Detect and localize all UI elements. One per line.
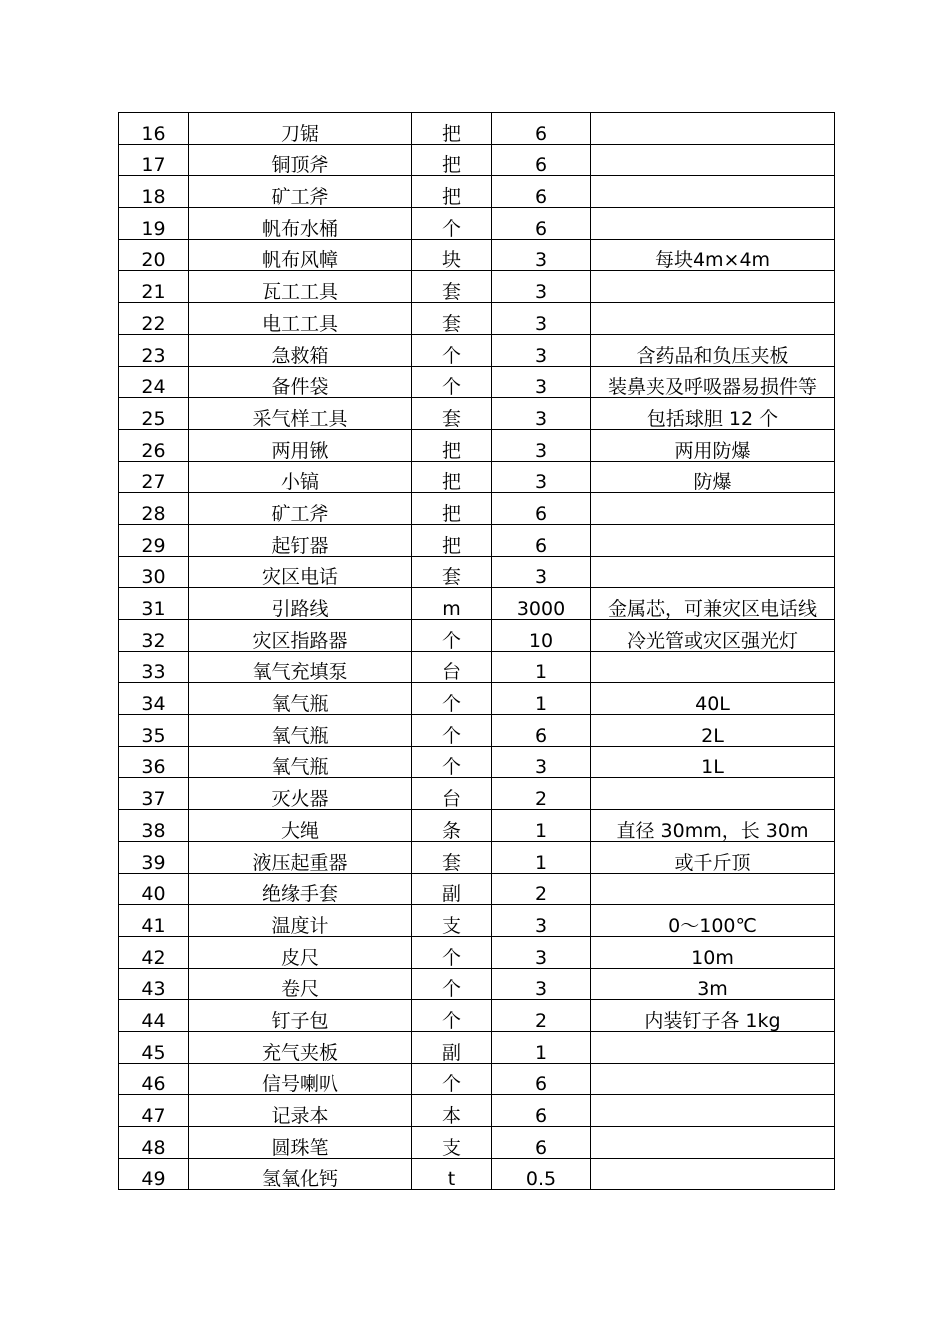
item-unit-cell: 个 <box>412 208 492 240</box>
item-number-cell: 42 <box>119 936 189 968</box>
item-number-cell: 27 <box>119 461 189 493</box>
item-name-cell: 圆珠笔 <box>189 1127 412 1159</box>
item-note-cell: 或千斤顶 <box>591 841 835 873</box>
item-unit-cell: 把 <box>412 176 492 208</box>
item-number-cell: 45 <box>119 1031 189 1063</box>
item-quantity-cell: 3 <box>492 461 591 493</box>
table-row <box>119 429 835 461</box>
item-name-cell: 记录本 <box>189 1095 412 1127</box>
item-quantity-cell: 6 <box>492 1063 591 1095</box>
item-quantity-cell: 1 <box>492 683 591 715</box>
table-row <box>119 398 835 430</box>
item-quantity-cell: 3 <box>492 366 591 398</box>
item-name-cell: 引路线 <box>189 588 412 620</box>
item-unit-cell: 个 <box>412 936 492 968</box>
item-number-cell: 36 <box>119 746 189 778</box>
item-unit-cell: 套 <box>412 303 492 335</box>
item-note-cell <box>591 651 835 683</box>
item-name-cell: 灾区电话 <box>189 556 412 588</box>
item-unit-cell: 副 <box>412 873 492 905</box>
table-row <box>119 968 835 1000</box>
item-note-cell <box>591 556 835 588</box>
item-note-cell <box>591 303 835 335</box>
table-row <box>119 366 835 398</box>
item-note-cell <box>591 778 835 810</box>
item-name-cell: 卷尺 <box>189 968 412 1000</box>
item-quantity-cell: 6 <box>492 176 591 208</box>
item-number-cell: 39 <box>119 841 189 873</box>
item-quantity-cell: 2 <box>492 1000 591 1032</box>
item-unit-cell: 套 <box>412 841 492 873</box>
item-number-cell: 16 <box>119 113 189 145</box>
item-name-cell: 大绳 <box>189 810 412 842</box>
item-name-cell: 两用锹 <box>189 429 412 461</box>
table-row <box>119 588 835 620</box>
item-name-cell: 起钉器 <box>189 524 412 556</box>
item-unit-cell: m <box>412 588 492 620</box>
item-quantity-cell: 10 <box>492 620 591 652</box>
item-number-cell: 48 <box>119 1127 189 1159</box>
table-row <box>119 334 835 366</box>
item-name-cell: 氧气充填泵 <box>189 651 412 683</box>
item-unit-cell: t <box>412 1158 492 1190</box>
item-quantity-cell: 3 <box>492 429 591 461</box>
table-row <box>119 113 835 145</box>
item-unit-cell: 块 <box>412 239 492 271</box>
item-number-cell: 40 <box>119 873 189 905</box>
item-number-cell: 18 <box>119 176 189 208</box>
item-note-cell <box>591 113 835 145</box>
item-quantity-cell: 3 <box>492 746 591 778</box>
table-row <box>119 873 835 905</box>
item-number-cell: 32 <box>119 620 189 652</box>
table-row <box>119 176 835 208</box>
item-name-cell: 帆布水桶 <box>189 208 412 240</box>
item-name-cell: 皮尺 <box>189 936 412 968</box>
item-quantity-cell: 1 <box>492 810 591 842</box>
item-note-cell <box>591 1063 835 1095</box>
item-note-cell: 40L <box>591 683 835 715</box>
table-row <box>119 778 835 810</box>
item-unit-cell: 套 <box>412 271 492 303</box>
table-row <box>119 715 835 747</box>
item-number-cell: 21 <box>119 271 189 303</box>
item-name-cell: 氢氧化钙 <box>189 1158 412 1190</box>
item-unit-cell: 台 <box>412 778 492 810</box>
item-unit-cell: 个 <box>412 620 492 652</box>
item-unit-cell: 把 <box>412 113 492 145</box>
item-note-cell <box>591 493 835 525</box>
item-note-cell <box>591 208 835 240</box>
item-name-cell: 铜顶斧 <box>189 144 412 176</box>
item-number-cell: 17 <box>119 144 189 176</box>
item-unit-cell: 台 <box>412 651 492 683</box>
item-quantity-cell: 6 <box>492 524 591 556</box>
table-row <box>119 1095 835 1127</box>
item-name-cell: 温度计 <box>189 905 412 937</box>
item-note-cell: 防爆 <box>591 461 835 493</box>
item-quantity-cell: 0.5 <box>492 1158 591 1190</box>
item-name-cell: 帆布风幛 <box>189 239 412 271</box>
table-row <box>119 620 835 652</box>
item-name-cell: 电工工具 <box>189 303 412 335</box>
equipment-table-body <box>119 113 835 1190</box>
item-quantity-cell: 6 <box>492 493 591 525</box>
item-number-cell: 28 <box>119 493 189 525</box>
item-number-cell: 34 <box>119 683 189 715</box>
item-quantity-cell: 3 <box>492 936 591 968</box>
table-row <box>119 556 835 588</box>
item-note-cell: 每块4m×4m <box>591 239 835 271</box>
item-note-cell: 金属芯，可兼灾区电话线 <box>591 588 835 620</box>
item-number-cell: 33 <box>119 651 189 683</box>
item-unit-cell: 套 <box>412 556 492 588</box>
item-name-cell: 钉子包 <box>189 1000 412 1032</box>
item-name-cell: 绝缘手套 <box>189 873 412 905</box>
table-row <box>119 1158 835 1190</box>
item-note-cell <box>591 873 835 905</box>
item-note-cell <box>591 524 835 556</box>
item-quantity-cell: 6 <box>492 1095 591 1127</box>
item-number-cell: 43 <box>119 968 189 1000</box>
item-name-cell: 刀锯 <box>189 113 412 145</box>
table-row <box>119 746 835 778</box>
item-number-cell: 49 <box>119 1158 189 1190</box>
table-row <box>119 524 835 556</box>
item-note-cell: 1L <box>591 746 835 778</box>
item-unit-cell: 套 <box>412 398 492 430</box>
item-quantity-cell: 3 <box>492 968 591 1000</box>
item-note-cell: 直径 30mm，长 30m <box>591 810 835 842</box>
item-note-cell <box>591 1158 835 1190</box>
item-unit-cell: 个 <box>412 715 492 747</box>
table-row <box>119 936 835 968</box>
equipment-table <box>118 112 835 1190</box>
table-row <box>119 651 835 683</box>
item-unit-cell: 把 <box>412 429 492 461</box>
item-note-cell: 10m <box>591 936 835 968</box>
table-row <box>119 144 835 176</box>
item-unit-cell: 副 <box>412 1031 492 1063</box>
item-note-cell: 包括球胆 12 个 <box>591 398 835 430</box>
item-name-cell: 小镐 <box>189 461 412 493</box>
item-number-cell: 31 <box>119 588 189 620</box>
item-quantity-cell: 3 <box>492 239 591 271</box>
item-note-cell <box>591 1031 835 1063</box>
item-unit-cell: 个 <box>412 1000 492 1032</box>
item-unit-cell: 个 <box>412 1063 492 1095</box>
table-row <box>119 1000 835 1032</box>
item-name-cell: 矿工斧 <box>189 493 412 525</box>
table-row <box>119 1031 835 1063</box>
item-quantity-cell: 3 <box>492 398 591 430</box>
item-quantity-cell: 2 <box>492 873 591 905</box>
item-unit-cell: 支 <box>412 905 492 937</box>
item-name-cell: 矿工斧 <box>189 176 412 208</box>
item-unit-cell: 个 <box>412 683 492 715</box>
item-name-cell: 灾区指路器 <box>189 620 412 652</box>
item-quantity-cell: 3 <box>492 271 591 303</box>
item-unit-cell: 个 <box>412 334 492 366</box>
table-row <box>119 493 835 525</box>
table-row <box>119 461 835 493</box>
item-number-cell: 38 <box>119 810 189 842</box>
item-unit-cell: 条 <box>412 810 492 842</box>
table-row <box>119 208 835 240</box>
table-row <box>119 683 835 715</box>
item-quantity-cell: 6 <box>492 1127 591 1159</box>
item-note-cell: 冷光管或灾区强光灯 <box>591 620 835 652</box>
item-note-cell: 装鼻夹及呼吸器易损件等 <box>591 366 835 398</box>
item-number-cell: 37 <box>119 778 189 810</box>
item-number-cell: 46 <box>119 1063 189 1095</box>
table-row <box>119 1063 835 1095</box>
item-number-cell: 23 <box>119 334 189 366</box>
item-number-cell: 29 <box>119 524 189 556</box>
item-name-cell: 充气夹板 <box>189 1031 412 1063</box>
item-note-cell: 两用防爆 <box>591 429 835 461</box>
item-name-cell: 瓦工工具 <box>189 271 412 303</box>
table-row <box>119 841 835 873</box>
item-number-cell: 25 <box>119 398 189 430</box>
item-number-cell: 41 <box>119 905 189 937</box>
table-row <box>119 271 835 303</box>
table-row <box>119 303 835 335</box>
item-note-cell <box>591 176 835 208</box>
item-unit-cell: 把 <box>412 144 492 176</box>
table-row <box>119 810 835 842</box>
item-quantity-cell: 3 <box>492 303 591 335</box>
item-unit-cell: 把 <box>412 524 492 556</box>
item-note-cell: 2L <box>591 715 835 747</box>
item-quantity-cell: 1 <box>492 651 591 683</box>
item-quantity-cell: 3 <box>492 556 591 588</box>
item-name-cell: 氧气瓶 <box>189 683 412 715</box>
item-note-cell: 0～100℃ <box>591 905 835 937</box>
item-unit-cell: 个 <box>412 968 492 1000</box>
item-name-cell: 急救箱 <box>189 334 412 366</box>
item-unit-cell: 个 <box>412 366 492 398</box>
item-quantity-cell: 1 <box>492 1031 591 1063</box>
item-note-cell: 内装钉子各 1kg <box>591 1000 835 1032</box>
item-name-cell: 备件袋 <box>189 366 412 398</box>
item-unit-cell: 本 <box>412 1095 492 1127</box>
item-note-cell: 3m <box>591 968 835 1000</box>
item-number-cell: 35 <box>119 715 189 747</box>
table-row <box>119 1127 835 1159</box>
item-number-cell: 47 <box>119 1095 189 1127</box>
item-name-cell: 氧气瓶 <box>189 715 412 747</box>
item-number-cell: 30 <box>119 556 189 588</box>
item-quantity-cell: 6 <box>492 208 591 240</box>
item-note-cell <box>591 1127 835 1159</box>
item-quantity-cell: 6 <box>492 144 591 176</box>
item-quantity-cell: 6 <box>492 113 591 145</box>
item-quantity-cell: 3 <box>492 905 591 937</box>
item-name-cell: 氧气瓶 <box>189 746 412 778</box>
item-number-cell: 26 <box>119 429 189 461</box>
item-quantity-cell: 3000 <box>492 588 591 620</box>
item-unit-cell: 把 <box>412 461 492 493</box>
item-unit-cell: 支 <box>412 1127 492 1159</box>
item-name-cell: 采气样工具 <box>189 398 412 430</box>
item-number-cell: 22 <box>119 303 189 335</box>
item-note-cell: 含药品和负压夹板 <box>591 334 835 366</box>
table-row <box>119 239 835 271</box>
item-unit-cell: 把 <box>412 493 492 525</box>
item-quantity-cell: 3 <box>492 334 591 366</box>
item-note-cell <box>591 144 835 176</box>
table-row <box>119 905 835 937</box>
item-number-cell: 20 <box>119 239 189 271</box>
item-note-cell <box>591 1095 835 1127</box>
item-quantity-cell: 1 <box>492 841 591 873</box>
item-name-cell: 灭火器 <box>189 778 412 810</box>
item-name-cell: 液压起重器 <box>189 841 412 873</box>
item-quantity-cell: 2 <box>492 778 591 810</box>
item-unit-cell: 个 <box>412 746 492 778</box>
item-note-cell <box>591 271 835 303</box>
item-number-cell: 44 <box>119 1000 189 1032</box>
item-number-cell: 24 <box>119 366 189 398</box>
item-quantity-cell: 6 <box>492 715 591 747</box>
item-number-cell: 19 <box>119 208 189 240</box>
item-name-cell: 信号喇叭 <box>189 1063 412 1095</box>
